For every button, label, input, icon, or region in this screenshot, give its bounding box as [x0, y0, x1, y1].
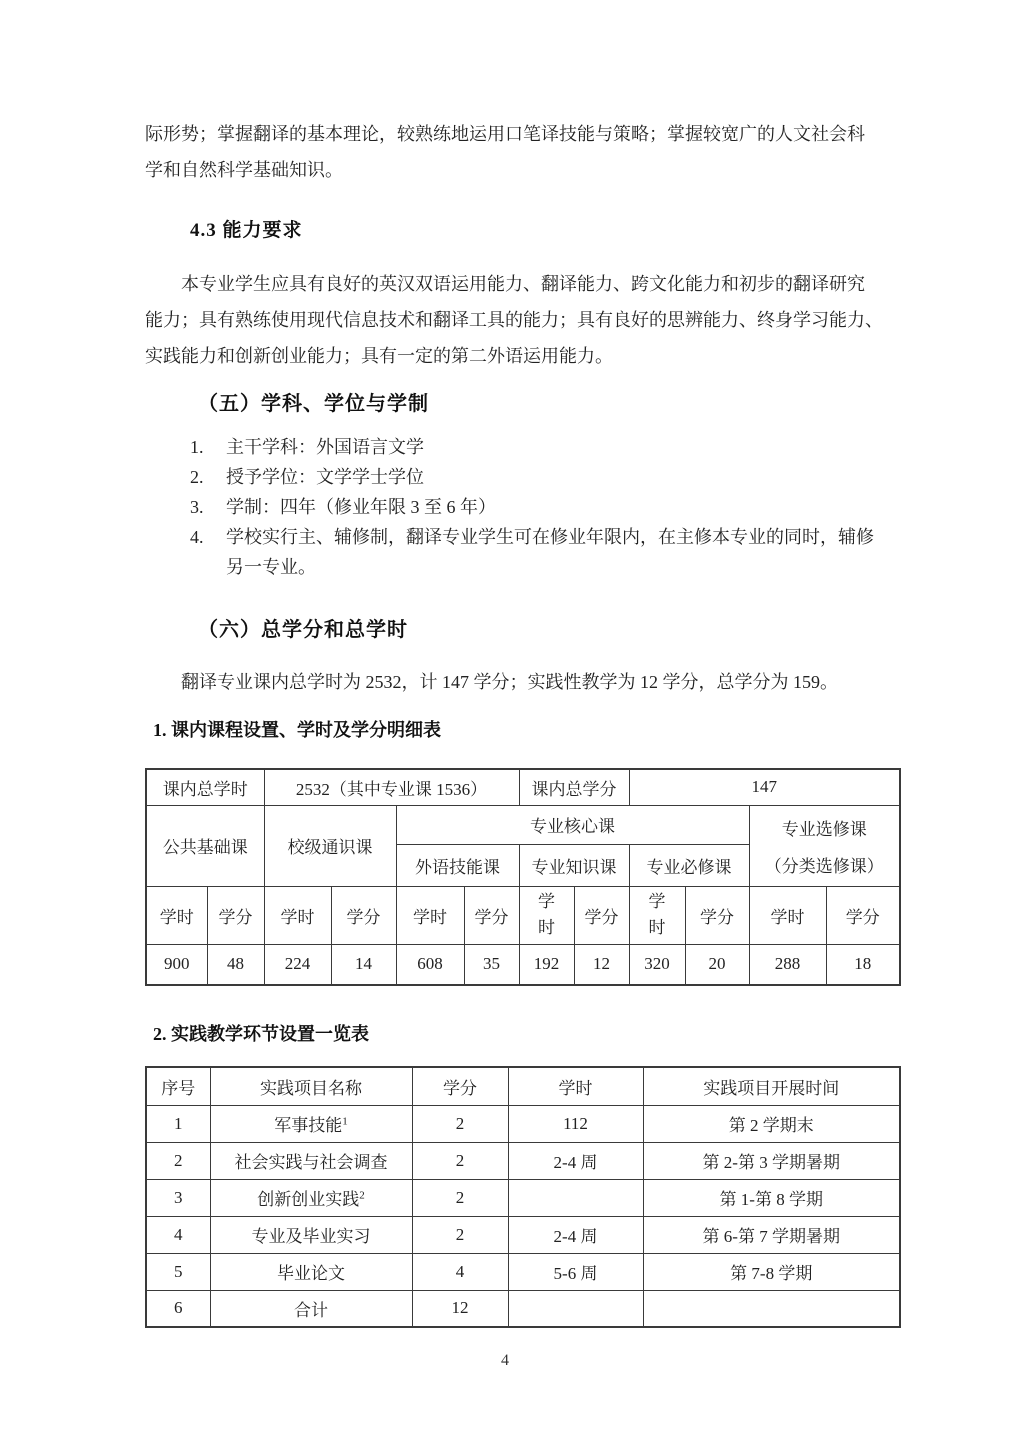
list-item-text: 授予学位：文学学士学位 [226, 467, 424, 487]
value-cell: 224 [264, 944, 331, 985]
heading-section-5: （五）学科、学位与学制 [198, 393, 429, 415]
row-time-cell: 第 1-第 8 学期 [643, 1179, 900, 1216]
paragraph-line: 本专业学生应具有良好的英汉双语运用能力、翻译能力、跨文化能力和初步的翻译研究 [181, 274, 865, 294]
row-credits-cell: 4 [412, 1253, 508, 1290]
row-name-cell [210, 1290, 412, 1327]
footnote-marker: 1 [342, 1115, 348, 1128]
list-item [145, 522, 899, 552]
value-cell: 14 [331, 944, 396, 985]
elective-cell-lines [752, 812, 898, 880]
curriculum-table-heading: 1. 课内课程设置、学时及学分明细表 [153, 720, 441, 740]
hours-header-cell: 学时 [396, 886, 464, 944]
hours-header-cell [519, 886, 574, 944]
table-row [146, 886, 900, 944]
paragraph-line: 实践能力和创新创业能力；具有一定的第二外语运用能力。 [145, 346, 613, 366]
row-time-cell [643, 1290, 900, 1327]
row-no-cell: 2 [146, 1142, 210, 1179]
header-time-cell: 实践项目开展时间 [643, 1067, 900, 1105]
group-public-basic-cell: 公共基础课 [146, 805, 264, 886]
page-number: 4 [501, 1352, 509, 1369]
row-time-cell: 第 7-8 学期 [643, 1253, 900, 1290]
project-name: 军事技能 [274, 1116, 343, 1135]
heading-4-3: 4.3 能力要求 [190, 220, 303, 241]
credits-header-cell: 学分 [207, 886, 264, 944]
heading-section-6: （六）总学分和总学时 [198, 619, 408, 641]
list-item [145, 462, 899, 492]
credits-header-cell: 学分 [464, 886, 519, 944]
group-general-education-cell: 校级通识课 [264, 805, 396, 886]
row-name-cell [210, 1216, 412, 1253]
row-credits-cell: 2 [412, 1105, 508, 1142]
row-name-cell [210, 1142, 412, 1179]
footnote-marker: 2 [359, 1189, 365, 1202]
list-item-text: 学制：四年（修业年限 3 至 6 年） [226, 497, 496, 517]
list-item-number: 2. [190, 467, 204, 487]
list-item-number: 4. [190, 527, 204, 547]
paragraph-line: 学和自然科学基础知识。 [145, 160, 343, 180]
degree-list [145, 432, 899, 582]
hours-header-cell: 学时 [264, 886, 331, 944]
table-header-row [146, 1067, 900, 1105]
hours-header-cell: 学时 [749, 886, 826, 944]
value-cell: 48 [207, 944, 264, 985]
row-credits-cell: 2 [412, 1142, 508, 1179]
header-name-cell: 实践项目名称 [210, 1067, 412, 1105]
value-cell: 320 [629, 944, 685, 985]
table-row [146, 769, 900, 805]
value-cell: 192 [519, 944, 574, 985]
total-hours-label-cell: 课内总学时 [146, 769, 264, 805]
row-credits-cell: 2 [412, 1179, 508, 1216]
row-no-cell: 5 [146, 1253, 210, 1290]
row-name-cell [210, 1179, 412, 1216]
value-cell: 900 [146, 944, 207, 985]
total-credits-value-cell: 147 [629, 769, 900, 805]
row-no-cell: 4 [146, 1216, 210, 1253]
list-item-number: 1. [190, 437, 204, 457]
project-name: 合计 [294, 1300, 328, 1320]
elective-line-1: 专业选修课 [781, 819, 867, 839]
row-time-cell: 第 2-第 3 学期暑期 [643, 1142, 900, 1179]
practice-table-heading: 2. 实践教学环节设置一览表 [153, 1024, 369, 1044]
credits-header-cell: 学分 [574, 886, 629, 944]
list-item-number: 3. [190, 497, 204, 517]
hours-header-stacked: 学时 [537, 892, 555, 937]
value-cell: 12 [574, 944, 629, 985]
list-item [145, 432, 899, 462]
value-cell: 288 [749, 944, 826, 985]
credits-header-cell: 学分 [685, 886, 749, 944]
total-credits-label-cell: 课内总学分 [519, 769, 629, 805]
paragraph-line: 翻译专业课内总学时为 2532，计 147 学分；实践性教学为 12 学分，总学分为 159。 [181, 672, 838, 692]
document-content [145, 0, 899, 1328]
list-item-text: 主干学科：外国语言文学 [226, 437, 424, 457]
header-credits-cell: 学分 [412, 1067, 508, 1105]
paragraph-line: 际形势；掌握翻译的基本理论，较熟练地运用口笔译技能与策略；掌握较宽广的人文社会科 [145, 124, 865, 144]
total-hours-value-cell: 2532（其中专业课 1536） [264, 769, 519, 805]
row-no-cell: 3 [146, 1179, 210, 1216]
row-name-cell [210, 1253, 412, 1290]
project-name: 毕业论文 [277, 1264, 345, 1283]
value-cell: 608 [396, 944, 464, 985]
value-cell: 20 [685, 944, 749, 985]
group-major-elective-cell [749, 805, 900, 886]
list-item-continuation: 另一专业。 [226, 557, 316, 577]
project-name: 专业及毕业实习 [251, 1227, 371, 1246]
curriculum-table [145, 768, 901, 986]
value-cell: 18 [826, 944, 900, 985]
table-row [146, 1253, 900, 1290]
list-item-text: 学校实行主、辅修制，翻译专业学生可在修业年限内，在主修本专业的同时，辅修 [226, 527, 874, 547]
value-cell: 35 [464, 944, 519, 985]
row-time-cell: 第 6-第 7 学期暑期 [643, 1216, 900, 1253]
table-row [146, 1105, 900, 1142]
list-item [145, 492, 899, 522]
row-no-cell: 6 [146, 1290, 210, 1327]
practice-table [145, 1066, 901, 1328]
row-no-cell: 1 [146, 1105, 210, 1142]
project-name: 社会实践与社会调查 [234, 1153, 388, 1172]
row-hours-cell [508, 1179, 643, 1216]
subgroup-major-knowledge-cell: 专业知识课 [519, 844, 629, 886]
hours-header-stacked: 学时 [648, 892, 666, 937]
table-row [146, 805, 900, 844]
table-row [146, 1179, 900, 1216]
table-row [146, 1290, 900, 1327]
credits-header-cell: 学分 [826, 886, 900, 944]
header-hours-cell: 学时 [508, 1067, 643, 1105]
table-row [146, 1142, 900, 1179]
credits-header-cell: 学分 [331, 886, 396, 944]
row-time-cell: 第 2 学期末 [643, 1105, 900, 1142]
paragraph-line: 能力；具有熟练使用现代信息技术和翻译工具的能力；具有良好的思辨能力、终身学习能力、 [145, 310, 883, 330]
ability-paragraph [145, 266, 899, 374]
subgroup-major-required-cell: 专业必修课 [629, 844, 749, 886]
table-row [146, 944, 900, 985]
hours-header-cell: 学时 [146, 886, 207, 944]
elective-line-2: （分类选修课） [764, 856, 884, 876]
row-credits-cell: 12 [412, 1290, 508, 1327]
row-hours-cell [508, 1290, 643, 1327]
row-hours-cell: 2-4 周 [508, 1216, 643, 1253]
credits-paragraph [145, 664, 899, 700]
group-major-core-cell: 专业核心课 [396, 805, 749, 844]
row-hours-cell: 112 [508, 1105, 643, 1142]
header-no-cell: 序号 [146, 1067, 210, 1105]
project-name: 创新创业实践 [257, 1190, 360, 1209]
row-credits-cell: 2 [412, 1216, 508, 1253]
row-name-cell [210, 1105, 412, 1142]
table-row [146, 1216, 900, 1253]
hours-header-cell [629, 886, 685, 944]
intro-paragraph [145, 116, 899, 188]
row-hours-cell: 2-4 周 [508, 1142, 643, 1179]
row-hours-cell: 5-6 周 [508, 1253, 643, 1290]
subgroup-language-skills-cell: 外语技能课 [396, 844, 519, 886]
